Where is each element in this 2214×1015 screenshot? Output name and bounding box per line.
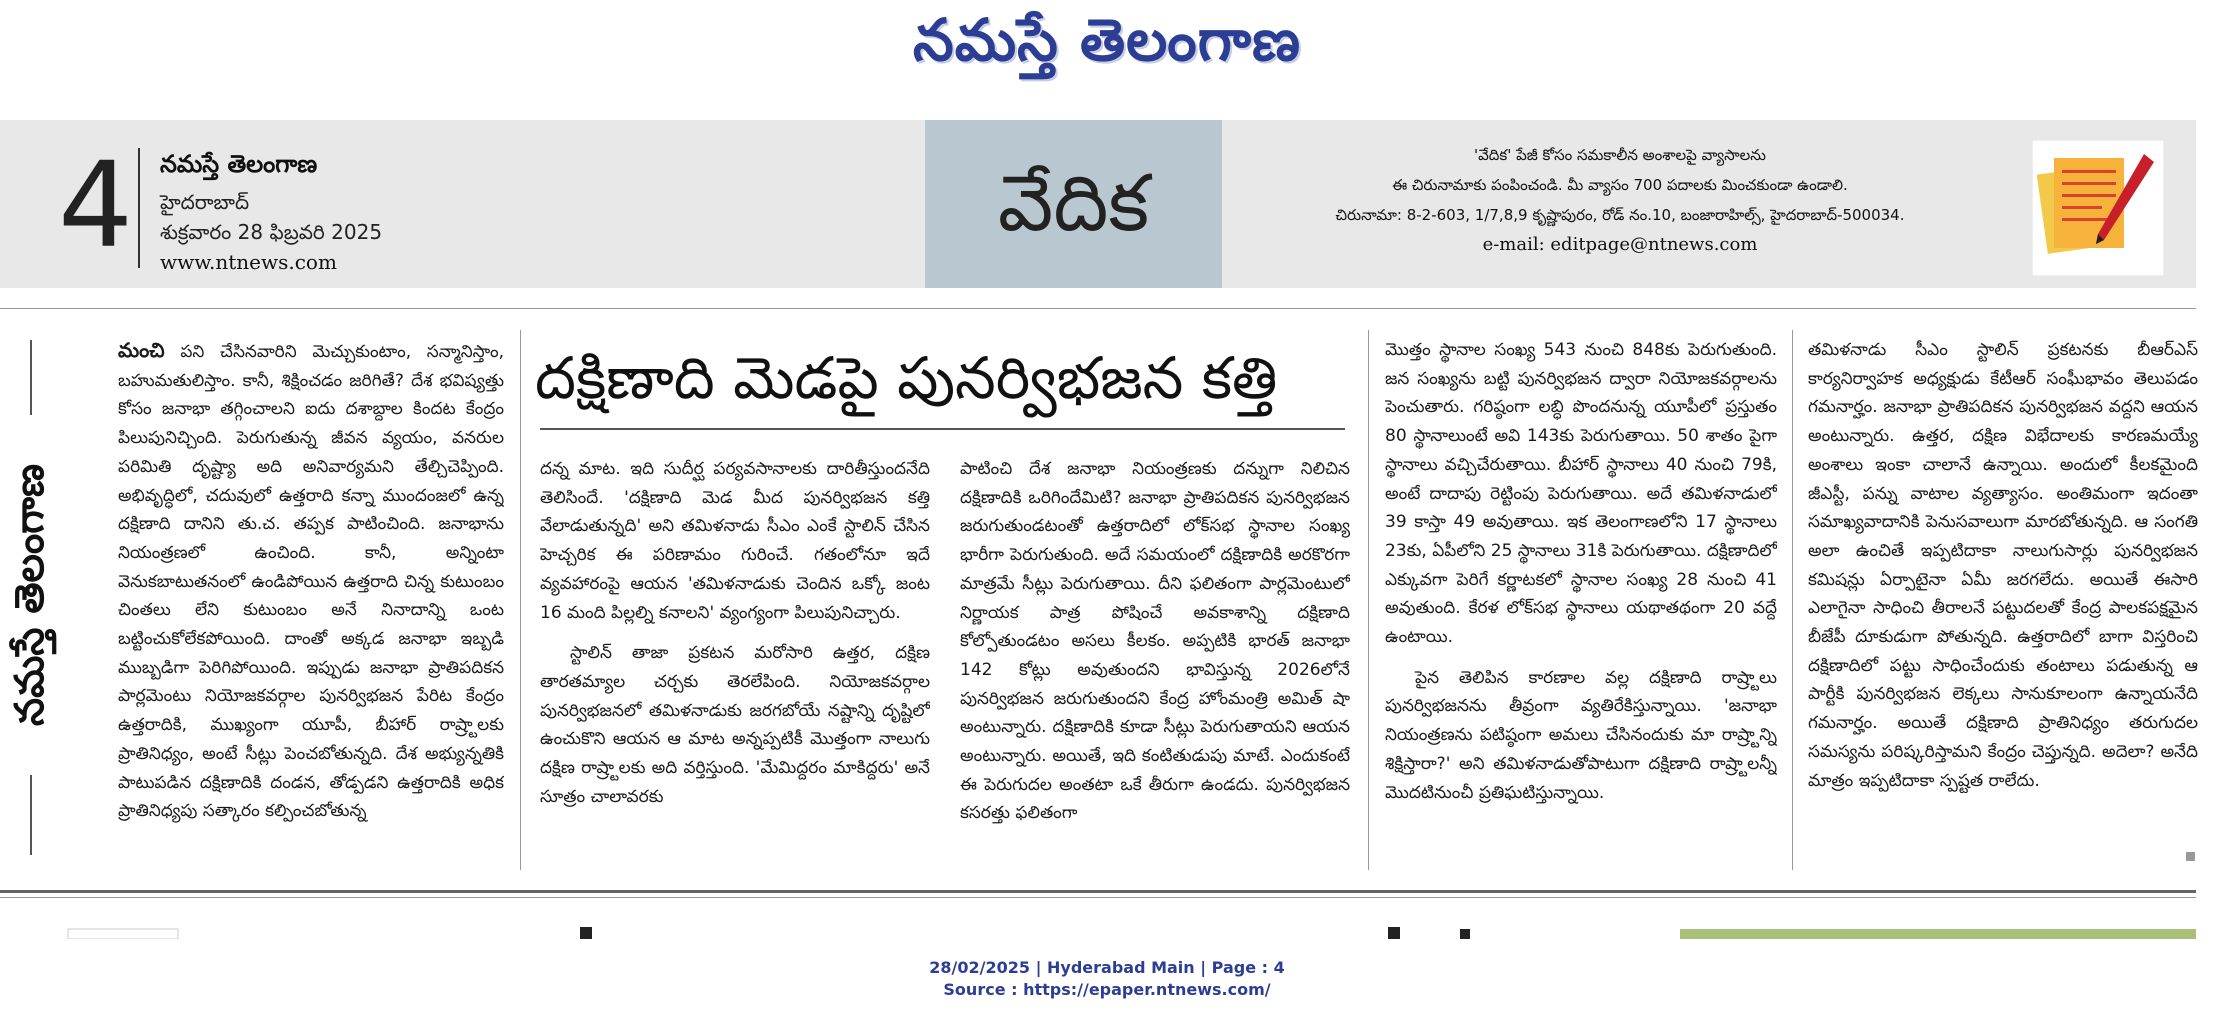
page-bottom-rule-thin xyxy=(0,897,2196,898)
website-link[interactable]: www.ntnews.com xyxy=(160,250,337,274)
edition-date: శుక్రవారం 28 ఫిబ్రవరి 2025 xyxy=(160,220,383,244)
article-col3-paragraph-1: పాటించి దేశ జనాభా నియంత్రణకు దన్నుగా నిలిచిన దక్షిణాదికి ఒరిగిందేమిటి? జనాభా ప్రాతిపదికన పునర్విభజన జరుగుతుండటంతో ఉత్తరాదిలో లోక్‌సభ స్థానాల సంఖ్య భారీగా పెరుగుతుంది. అదే సమయంలో దక్షిణాదికి అరకొరగా మాత్రమే సీట్లు పెరుగుతాయి. దీని ఫలితంగా పార్లమెంటులో నిర్ణాయక పాత్ర పోషించే అవకాశాన్ని దక్షిణాది కోల్పోతుండటం అసలు కీలకం. అప్పటికి భారత్ జనాభా 142 కోట్లు అవుతుందని భావిస్తున్న 2026లోనే పునర్విభజన జరుగుతుందని కేంద్ర హోంమంత్రి అమిత్ షా అంటున్నారు. దక్షిణాదికి కూడా సీట్లు పెరుగుతాయని ఆయన అంటున్నారు. అయితే, ఇది కంటితుడుపు మాటే. ఎందుకంటే ఈ పెరుగుదల అంతటా ఒకే తీరుగా ఉండదు. పునర్విభజన కసరత్తు ఫలితంగా xyxy=(960,459,1350,824)
article-column-3 xyxy=(960,455,1350,875)
footer-edition-info: 28/02/2025 | Hyderabad Main | Page : 4 xyxy=(929,958,1285,977)
next-section-strip xyxy=(0,925,2214,939)
article-col4-paragraph-1: మొత్తం స్థానాల సంఖ్య 543 నుంచి 848కు పెరుగుతుంది. జన సంఖ్యను బట్టి పునర్విభజన ద్వారా నియోజకవర్గాలను పెంచుతారు. గరిష్ఠంగా లబ్ధి పొందనున్న యూపీలో ప్రస్తుతం 80 స్థానాలుంటే అవి 143కు పెరుగుతాయి. 50 శాతం పైగా స్థానాలు వచ్చిచేరుతాయి. బీహార్ స్థానాలు 40 నుంచి 79కి, అంటే దాదాపు రెట్టింపు పెరుగుతాయి. అదే తమిళనాడులో 39 కాస్తా 49 అవుతాయి. ఇక తెలంగాణలోని 17 స్థానాలు 23కు, ఏపీలోని 25 స్థానాలు 31కి పెరుగుతాయి. దక్షిణాదిలో ఎక్కువగా పెరిగే కర్ణాటకలో స్థానాల సంఖ్య 28 నుంచి 41 అవుతుంది. కేరళ లోక్‌సభ స్థానాలు యథాతథంగా 20 వద్దే ఉంటాయి. xyxy=(1385,340,1777,648)
article-column-1 xyxy=(118,336,504,876)
sidebar-rule-bottom xyxy=(30,775,32,855)
pen-and-paper-icon xyxy=(2032,140,2164,276)
column-divider xyxy=(1368,330,1369,870)
section-title: వేదిక xyxy=(997,159,1150,249)
article-column-5 xyxy=(1808,336,2198,876)
article-column-2 xyxy=(540,455,930,875)
article-col4-paragraph-2: పైన తెలిపిన కారణాల వల్ల దక్షిణాది రాష్ర్టాలు పునర్విభజనను తీవ్రంగా వ్యతిరేకిస్తున్నాయి. 'జనాభా నియంత్రణను పటిష్ఠంగా అమలు చేసినందుకు మా రాష్ర్టాన్ని శిక్షిస్తారా?' అని తమిళనాడుతోపాటుగా దక్షిణాది రాష్ర్టాలన్నీ మొదటినుంచీ ప్రతిఘటిస్తున్నాయి. xyxy=(1385,667,1777,803)
editpage-info xyxy=(1240,140,2000,260)
column-divider xyxy=(520,330,521,870)
masthead-logo: నమస్తే తెలంగాణ xyxy=(913,6,1301,74)
article-col2-paragraph-2: స్టాలిన్ తాజా ప్రకటన మరోసారి ఉత్తర, దక్షిణ తారతమ్యాల చర్చకు తెరలేపింది. నియోజకవర్గాల పునర్విభజనలో తమిళనాడుకు జరగబోయే నష్టాన్ని దృష్టిలో ఉంచుకొని ఆయన ఆ మాట అన్నప్పటికీ మొత్తంగా నాలుగు దక్షిణ రాష్ర్టాలకు అది వర్తిస్తుంది. 'మేమిద్దరం మాకిద్దరు' అనే సూత్రం చాలావరకు xyxy=(540,643,930,807)
paper-name: నమస్తే తెలంగాణ xyxy=(160,150,318,178)
article-lead-word: మంచి xyxy=(118,338,165,362)
sidebar-rule-top xyxy=(30,340,32,415)
footer-source[interactable]: Source : https://epaper.ntnews.com/ xyxy=(943,980,1271,999)
editpage-line-2: ఈ చిరునామాకు పంపించండి. మీ వ్యాసం 700 పదాలకు మించకుండా ఉండాలి. xyxy=(1392,176,1848,194)
headline-rule xyxy=(540,428,1345,430)
article-headline: దక్షిణాది మెడపై పునర్విభజన కత్తి xyxy=(535,344,1278,412)
article-column-4 xyxy=(1385,336,1777,876)
article-col1-text: పని చేసినవారిని మెచ్చుకుంటాం, సన్మానిస్తాం, బహుమతులిస్తాం. కానీ, శిక్షించడం జరిగితే? దేశ భవిష్యత్తు కోసం జనాభా తగ్గించాలని ఐదు దశాబ్దాల కిందట కేంద్రం పిలుపునిచ్చింది. పెరుగుతున్న జీవన వ్యయం, వనరుల పరిమితి దృష్ట్యా అది అనివార్యమని తేల్చిచెప్పింది. అభివృద్ధిలో, చదువులో ఉత్తరాది కన్నా ముందంజలో ఉన్న దక్షిణాది దానిని తు.చ. తప్పక పాటించింది. జనాభాను నియంత్రణలో ఉంచింది. కానీ, అన్నింటా వెనుకబాటుతనంలో ఉండిపోయిన ఉత్తరాది చిన్న కుటుంబం చింతలు లేని కుటుంబం అనే నినాదాన్ని ఒంట బట్టించుకోలేకపోయింది. దాంతో అక్కడ జనాభా ఇబ్బడి ముబ్బడిగా పెరిగిపోయింది. ఇప్పుడు జనాభా ప్రాతిపదికన పార్లమెంటు నియోజకవర్గాల పునర్విభజన పేరిట కేంద్రం ఉత్తరాదికి, ముఖ్యంగా యూపీ, బీహార్ రాష్ర్టాలకు ప్రాతినిధ్యం, అంటే సీట్లు పెంచబోతున్నది. దేశ అభ్యున్నతికి పాటుపడిన దక్షిణాదికి దండన, తోడ్పడని ఉత్తరాదికి అధిక ప్రాతినిధ్యపు సత్కారం కల్పించబోతున్న xyxy=(118,342,504,822)
vertical-brand: నమస్తే తెలంగాణ xyxy=(7,463,53,727)
editpage-line-1: 'వేదిక' పేజీ కోసం సమకాలీన అంశాలపై వ్యాసాలను xyxy=(1474,146,1766,164)
page-bottom-rule xyxy=(0,890,2196,893)
article-col5-paragraph-1: తమిళనాడు సీఎం స్టాలిన్ ప్రకటనకు బీఆర్‌ఎస్ కార్యనిర్వాహక అధ్యక్షుడు కేటీఆర్ సంఘీభావం తెలుపడం గమనార్హం. జనాభా ప్రాతిపదికన పునర్విభజన వద్దని ఆయన అంటున్నారు. ఉత్తర, దక్షిణ విభేదాలకు కారణమయ్యే అంశాలు ఇంకా చాలానే ఉన్నాయి. అందులో కీలకమైంది జీఎస్టీ, పన్ను వాటాల వ్యత్యాసం. అంతిమంగా ఇదంతా సమాఖ్యవాదానికి పెనుసవాలుగా మారబోతున్నది. ఆ సంగతి అలా ఉంచితే ఇప్పటిదాకా నాలుగుసార్లు పునర్విభజన కమిషన్లు ఏర్పాటైనా ఏమీ జరగలేదు. అయితే ఈసారి ఎలాగైనా సాధించి తీరాలనే పట్టుదలతో కేంద్ర పాలకపక్షమైన బీజేపీ దూకుడుగా పోతున్నది. ఉత్తరాదిలో బాగా విస్తరించి దక్షిణాదిలో పట్టు సాధించేందుకు తంటాలు పడుతున్న ఆ పార్టీకి పునర్విభజన లెక్కలు సానుకూలంగా ఉన్నాయనేది గమనార్హం. అయితే దక్షిణాది ప్రాతినిధ్యం తరుగుదల సమస్యను పరిష్కరిస్తామని కేంద్రం చెప్తున్నది. అదెలా? అనేది మాత్రం ఇప్పటిదాకా స్పష్టత రాలేదు. xyxy=(1808,340,2198,791)
header-divider xyxy=(138,148,140,268)
editpage-line-3: చిరునామా: 8-2-603, 1/7,8,9 కృష్ణాపురం, రోడ్ నం.10, బంజారాహిల్స్, హైదరాబాద్-500034. xyxy=(1335,206,1905,224)
editpage-email[interactable]: e-mail: editpage@ntnews.com xyxy=(1482,234,1758,255)
section-title-box xyxy=(925,120,1222,288)
column-divider xyxy=(1792,330,1793,870)
end-mark xyxy=(2186,852,2195,861)
article-col2-paragraph-1: దన్న మాట. ఇది సుదీర్ఘ పర్యవసానాలకు దారితీస్తుందనేది తెలిసిందే. 'దక్షిణాది మెడ మీద పునర్విభజన కత్తి వేలాడుతున్నది' అని తమిళనాడు సీఎం ఎంకే స్టాలిన్ చేసిన హెచ్చరిక ఈ పరిణామం గురించే. గతంలోనూ ఇదే వ్యవహారంపై ఆయన 'తమిళనాడుకు చెందిన ఒక్కో జంట 16 మంది పిల్లల్ని కనాలని' వ్యంగ్యంగా పిలుపునిచ్చారు. xyxy=(540,459,930,623)
page-number: 4 xyxy=(58,136,134,274)
header-bottom-rule xyxy=(0,308,2196,309)
edition-city: హైదరాబాద్ xyxy=(160,190,250,214)
